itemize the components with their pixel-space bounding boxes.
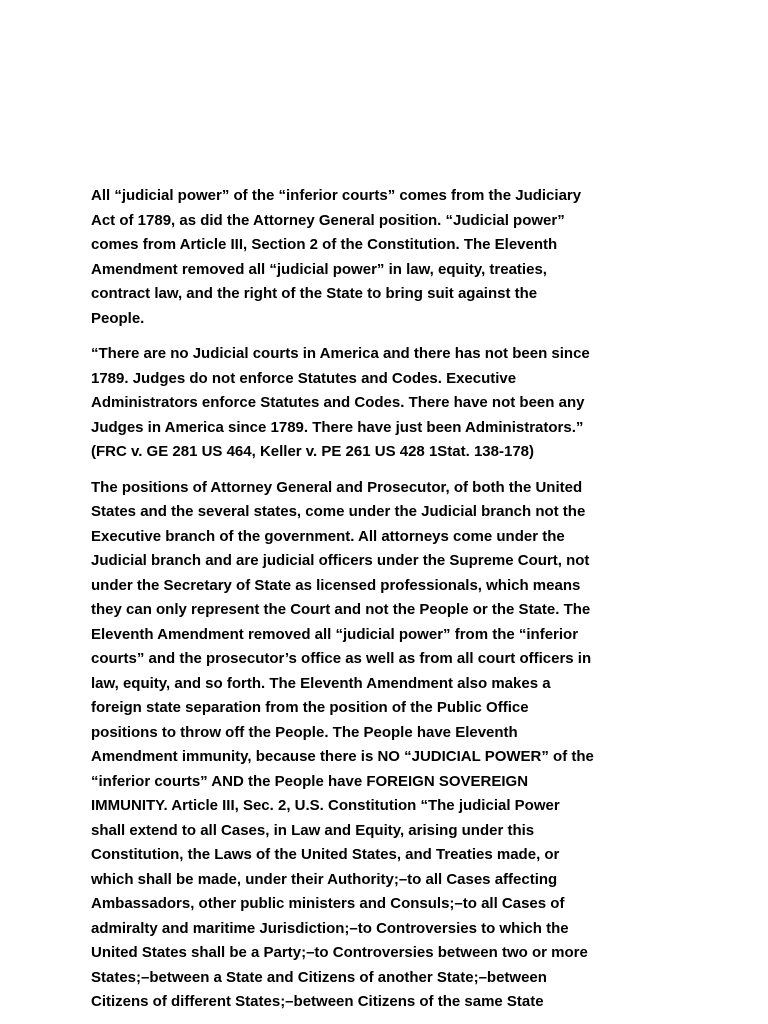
text-line: United States shall be a Party;–to Controversies between two or more	[91, 944, 588, 961]
text-line: “There are no Judicial courts in America and there has not been since	[91, 345, 590, 362]
text-line: Constitution, the Laws of the United States, and Treaties made, or	[91, 846, 560, 863]
text-line: admiralty and maritime Jurisdiction;–to Controversies to which the	[91, 919, 569, 937]
text-line: Administrators enforce Statutes and Codes. There have not been any	[91, 394, 585, 411]
text-line: States;–between a State and Citizens of another State;–between	[91, 968, 547, 986]
text-line: States and the several states, come under the Judicial branch not the	[91, 503, 586, 520]
text-line: Amendment removed all “judicial power” in law, equity, treaties,	[91, 260, 547, 278]
text-line: Executive branch of the government. All attorneys come under the	[91, 527, 565, 545]
document-body	[91, 184, 681, 1015]
text-line: Act of 1789, as did the Attorney General position. “Judicial power”	[91, 211, 565, 229]
text-line: Judicial branch and are judicial officers under the Supreme Court, not	[91, 552, 590, 569]
text-line: law, equity, and so forth. The Eleventh Amendment also makes a	[91, 674, 551, 692]
text-line: Eleventh Amendment removed all “judicial power” from the “inferior	[91, 625, 579, 643]
text-line: foreign state separation from the position of the Public Office	[91, 699, 529, 716]
text-line: The positions of Attorney General and Prosecutor, of both the United	[91, 478, 583, 496]
text-line: Amendment immunity, because there is NO “JUDICIAL POWER” of the	[91, 748, 594, 765]
text-line: under the Secretary of State as licensed professionals, which means	[91, 576, 581, 594]
text-line: People.	[91, 309, 145, 327]
text-line: they can only represent the Court and not the People or the State. The	[91, 601, 591, 618]
text-line: “inferior courts” AND the People have FOREIGN SOVEREIGN	[91, 772, 529, 790]
paragraph-attorney-general	[91, 476, 681, 1015]
text-line: Judges in America since 1789. There have just been Administrators.”	[91, 418, 584, 436]
text-line: shall extend to all Cases, in Law and Equity, arising under this	[91, 821, 535, 839]
text-line: courts” and the prosecutor’s office as well as from all court officers in	[91, 650, 592, 667]
paragraph-judiciary-act	[91, 184, 681, 331]
text-line: which shall be made, under their Authority;–to all Cases affecting	[91, 870, 558, 888]
text-line: contract law, and the right of the State to bring suit against the	[91, 285, 538, 302]
text-line: comes from Article III, Section 2 of the Constitution. The Eleventh	[91, 236, 558, 253]
text-line: IMMUNITY. Article III, Sec. 2, U.S. Constitution “The judicial Power	[91, 797, 560, 814]
text-line: Citizens of different States;–between Citizens of the same State	[91, 993, 544, 1010]
text-line: All “judicial power” of the “inferior courts” comes from the Judiciary	[91, 187, 582, 204]
text-line: Ambassadors, other public ministers and Consuls;–to all Cases of	[91, 895, 565, 912]
text-line: 1789. Judges do not enforce Statutes and Codes. Executive	[91, 369, 517, 387]
text-line: (FRC v. GE 281 US 464, Keller v. PE 261 US 428 1Stat. 138-178)	[91, 443, 535, 460]
text-line: positions to throw off the People. The People have Eleventh	[91, 723, 518, 741]
paragraph-quote	[91, 342, 681, 465]
